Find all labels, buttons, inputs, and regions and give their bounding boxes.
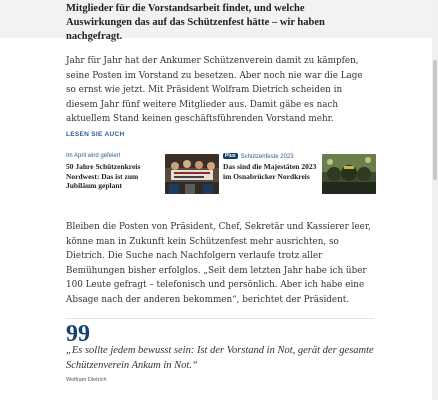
lead-text: Mitglieder für die Vorstandsarbeit findet, und welche Auswirkungen das auf das Schützenfest hätte – wir haben nachgefragt. bbox=[66, 3, 325, 42]
article-paragraph: Bleiben die Posten von Präsident, Chef, Sekretär und Kassierer leer, könne man in Zukunft kein Schützenfest mehr ausrichten, so Dietrich. Die Suche nach Nachfolgern verlaufe trotz aller Bemühungen bisher erfolglos. „Seit dem letzten Jahr habe ich über 100 Leute gefragt – telefonisch und persönlich. Aber ich habe eine Absage nach der anderen bekommen“, berichtet der Präsident. bbox=[66, 222, 371, 305]
plus-badge: Plus bbox=[225, 153, 236, 159]
article-paragraph: Jahr für Jahr hat der Ankumer Schützenverein damit zu kämpfen, seine Posten im Vorstand zu besetzen. Aber noch nie war die Lage so ernst wie jetzt. Mit Präsident Wolfram Dietrich scheiden in diesem Jahr fünf weitere Mitglieder aus. Damit gäbe es nach aktuellem Stand keinen geschäftsführenden Vorstand mehr. bbox=[66, 56, 363, 124]
related-articles-label: LESEN SIE AUCH bbox=[66, 131, 125, 138]
scrollbar-thumb[interactable] bbox=[433, 60, 437, 180]
pull-quote-text: „Es sollte jedem bewusst sein: Ist der Vorstand in Not, gerät der gesamte Schützenverein Ankum in Not.“ bbox=[66, 345, 374, 371]
quote-icon: 99 bbox=[66, 321, 90, 347]
teaser-thumbnail-image[interactable] bbox=[165, 154, 219, 194]
teaser-title[interactable]: 50 Jahre Schützenkreis Nordwest: Das ist zum Jubiläum geplant bbox=[66, 162, 141, 190]
divider bbox=[66, 318, 374, 319]
lead-box bbox=[0, 0, 438, 42]
scrollbar[interactable] bbox=[432, 0, 438, 400]
related-article-teaser[interactable] bbox=[66, 150, 218, 198]
teaser-kicker-row bbox=[223, 153, 294, 160]
teaser-kicker: Im April wird gefeiert bbox=[66, 153, 121, 159]
teaser-thumbnail-image[interactable] bbox=[322, 154, 376, 194]
related-article-teaser[interactable] bbox=[223, 150, 376, 198]
pull-quote-author: Wolfram Dietrich bbox=[66, 377, 107, 383]
teaser-kicker: Schützenfeste 2023 bbox=[240, 154, 294, 160]
teaser-title[interactable]: Das sind die Majestäten 2023 im Osnabrücker Nordkreis bbox=[223, 162, 317, 181]
